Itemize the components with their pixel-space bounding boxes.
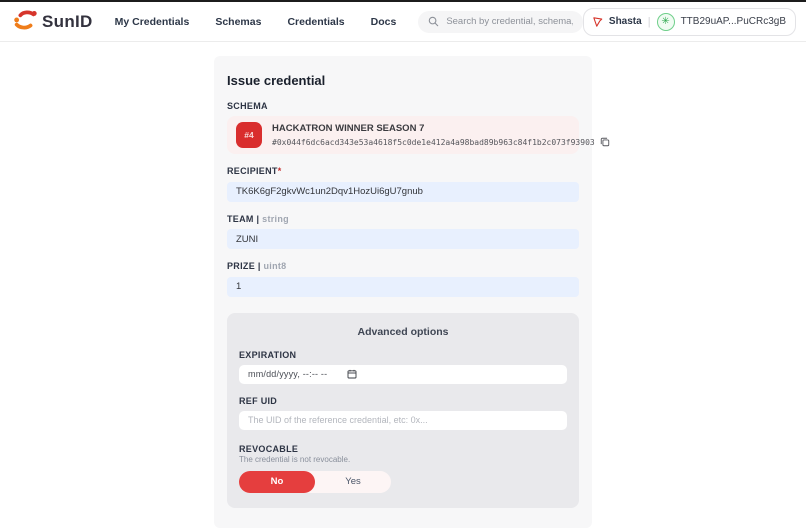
prize-type: uint8 (263, 261, 287, 271)
schema-card (227, 116, 595, 154)
team-type: string (262, 213, 289, 224)
nav-schemas[interactable]: Schemas (215, 15, 262, 28)
search-icon (428, 16, 439, 27)
revocable-toggle (239, 471, 391, 493)
issue-credential-card (214, 56, 595, 528)
ref-uid-label: REF UID (239, 395, 278, 406)
wallet-avatar: ✳ (657, 13, 675, 31)
revocable-note: The credential is not revocable. (239, 454, 351, 464)
header (0, 2, 806, 42)
prize-input[interactable] (227, 277, 579, 297)
pill-divider: | (647, 15, 651, 28)
main-nav (115, 16, 397, 28)
search-input[interactable] (446, 16, 573, 27)
network-label: Shasta (608, 16, 642, 27)
recipient-input[interactable] (227, 182, 579, 202)
calendar-icon[interactable] (347, 369, 357, 379)
prize-label: PRIZE | uint8 (227, 261, 287, 271)
wallet-address: TTB29uAP...PuCRc3gB (680, 16, 786, 27)
advanced-options-panel (227, 313, 579, 508)
schema-name: HACKATRON WINNER SEASON 7 (272, 123, 425, 134)
team-label: TEAM | string (227, 213, 289, 224)
expiration-input[interactable] (239, 365, 567, 384)
recipient-label: RECIPIENT* (227, 166, 282, 176)
ref-uid-input[interactable] (239, 411, 567, 430)
expiration-placeholder: mm/dd/yyyy, --:-- -- (248, 369, 328, 379)
team-input[interactable] (227, 229, 579, 249)
revocable-no-button[interactable]: No (239, 471, 315, 493)
nav-credentials[interactable]: Credentials (287, 15, 345, 28)
nav-docs[interactable]: Docs (370, 15, 397, 28)
wallet-pill[interactable] (583, 8, 796, 36)
page-title: Issue credential (227, 73, 326, 88)
schema-number-badge: #4 (236, 122, 262, 148)
required-mark: * (277, 166, 282, 176)
logo-text: SunID (42, 11, 93, 31)
nav-my-credentials[interactable]: My Credentials (114, 15, 190, 28)
copy-icon[interactable] (600, 137, 610, 147)
tron-icon (593, 17, 603, 27)
revocable-yes-button[interactable]: Yes (345, 476, 361, 487)
sunid-logo-icon (12, 6, 38, 37)
search-bar (418, 11, 583, 33)
schema-uid: #0x044f6dc6acd343e53a4618f5c0de1e412a4a98bad89b963c84f1b2c073f93903 (272, 137, 595, 147)
expiration-label: EXPIRATION (239, 349, 297, 360)
revocable-label: REVOCABLE (239, 443, 299, 454)
advanced-options-title: Advanced options (357, 325, 449, 338)
schema-label: SCHEMA (227, 101, 268, 111)
logo[interactable] (12, 6, 93, 37)
